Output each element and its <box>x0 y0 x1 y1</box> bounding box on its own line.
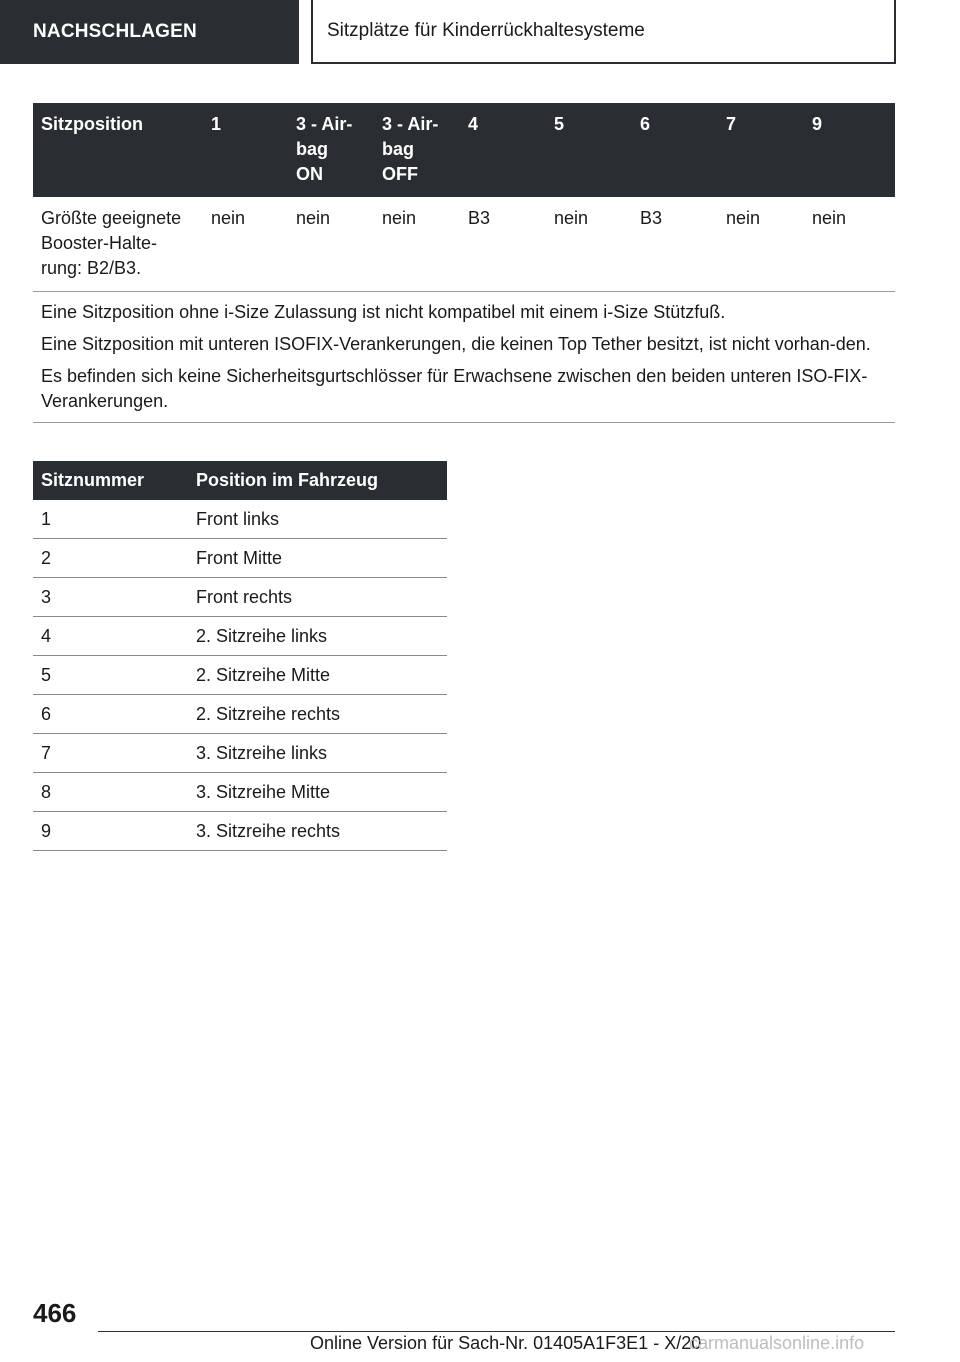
seat-number: 5 <box>33 656 188 695</box>
table-cell: B3 <box>460 197 546 292</box>
table-row <box>33 734 447 773</box>
section-title: NACHSCHLAGEN <box>33 21 197 42</box>
table-row <box>33 656 447 695</box>
header-seat-7: 7 <box>718 103 804 197</box>
table-cell: B3 <box>632 197 718 292</box>
table-row <box>33 539 447 578</box>
seat-position: Front links <box>188 500 447 539</box>
table-cell: nein <box>374 197 460 292</box>
table-cell: nein <box>203 197 288 292</box>
seat-position: Front Mitte <box>188 539 447 578</box>
header-seat-1: 1 <box>203 103 288 197</box>
footer-divider <box>98 1331 895 1332</box>
table-row <box>33 578 447 617</box>
seat-compatibility-table <box>33 103 895 423</box>
seat-position: 3. Sitzreihe links <box>188 734 447 773</box>
header-seat-3-airbag-off: 3 - Air- bag OFF <box>374 103 460 197</box>
notes-row <box>33 292 895 423</box>
seat-position: 2. Sitzreihe Mitte <box>188 656 447 695</box>
table-cell: nein <box>718 197 804 292</box>
note-2: Eine Sitzposition mit unteren ISOFIX-Verankerungen, die keinen Top Tether besitzt, ist nicht vorhan-den. <box>41 334 871 354</box>
seat-number: 8 <box>33 773 188 812</box>
table-row <box>33 812 447 851</box>
seat-number: 4 <box>33 617 188 656</box>
chapter-header <box>311 0 896 64</box>
page-number: 466 <box>33 1298 77 1328</box>
header-seat-5: 5 <box>546 103 632 197</box>
table-cell: nein <box>546 197 632 292</box>
seat-number: 9 <box>33 812 188 851</box>
note-1: Eine Sitzposition ohne i-Size Zulassung ist nicht kompatibel mit einem i-Size Stützfuß. <box>41 302 726 322</box>
table-row <box>33 617 447 656</box>
seat-position: 3. Sitzreihe rechts <box>188 812 447 851</box>
notes-cell <box>33 292 895 423</box>
seat-position: 3. Sitzreihe Mitte <box>188 773 447 812</box>
table-row <box>33 773 447 812</box>
header-seat-4: 4 <box>460 103 546 197</box>
row-label: Größte geeignete Booster-Halte-rung: B2/B3. <box>33 197 203 292</box>
seat-position: 2. Sitzreihe links <box>188 617 447 656</box>
header-seat-9: 9 <box>804 103 895 197</box>
seat-number: 7 <box>33 734 188 773</box>
seat-number: 1 <box>33 500 188 539</box>
chapter-title: Sitzplätze für Kinderrückhaltesysteme <box>327 20 645 41</box>
table-header-row <box>33 461 447 500</box>
note-3: Es befinden sich keine Sicherheitsgurtschlösser für Erwachsene zwischen den beiden unteren ISO-FIX-Verankerungen. <box>41 366 868 411</box>
seat-position: 2. Sitzreihe rechts <box>188 695 447 734</box>
header-seat-6: 6 <box>632 103 718 197</box>
seat-number: 2 <box>33 539 188 578</box>
table-header-row <box>33 103 895 197</box>
table-cell: nein <box>804 197 895 292</box>
table-row <box>33 695 447 734</box>
table-row <box>33 197 895 292</box>
table-cell: nein <box>288 197 374 292</box>
seat-number: 3 <box>33 578 188 617</box>
seat-number: 6 <box>33 695 188 734</box>
footer-text: Online Version für Sach-Nr. 01405A1F3E1 - X/20 <box>310 1333 702 1353</box>
header-seat-3-airbag-on: 3 - Air- bag ON <box>288 103 374 197</box>
table-row <box>33 500 447 539</box>
section-tab <box>0 0 299 64</box>
watermark: carmanualsonline.info <box>689 1333 865 1353</box>
header-sitzposition: Sitzposition <box>33 103 203 197</box>
header-sitznummer: Sitznummer <box>33 461 188 500</box>
seat-number-table <box>33 461 447 851</box>
header-position: Position im Fahrzeug <box>188 461 447 500</box>
seat-position: Front rechts <box>188 578 447 617</box>
